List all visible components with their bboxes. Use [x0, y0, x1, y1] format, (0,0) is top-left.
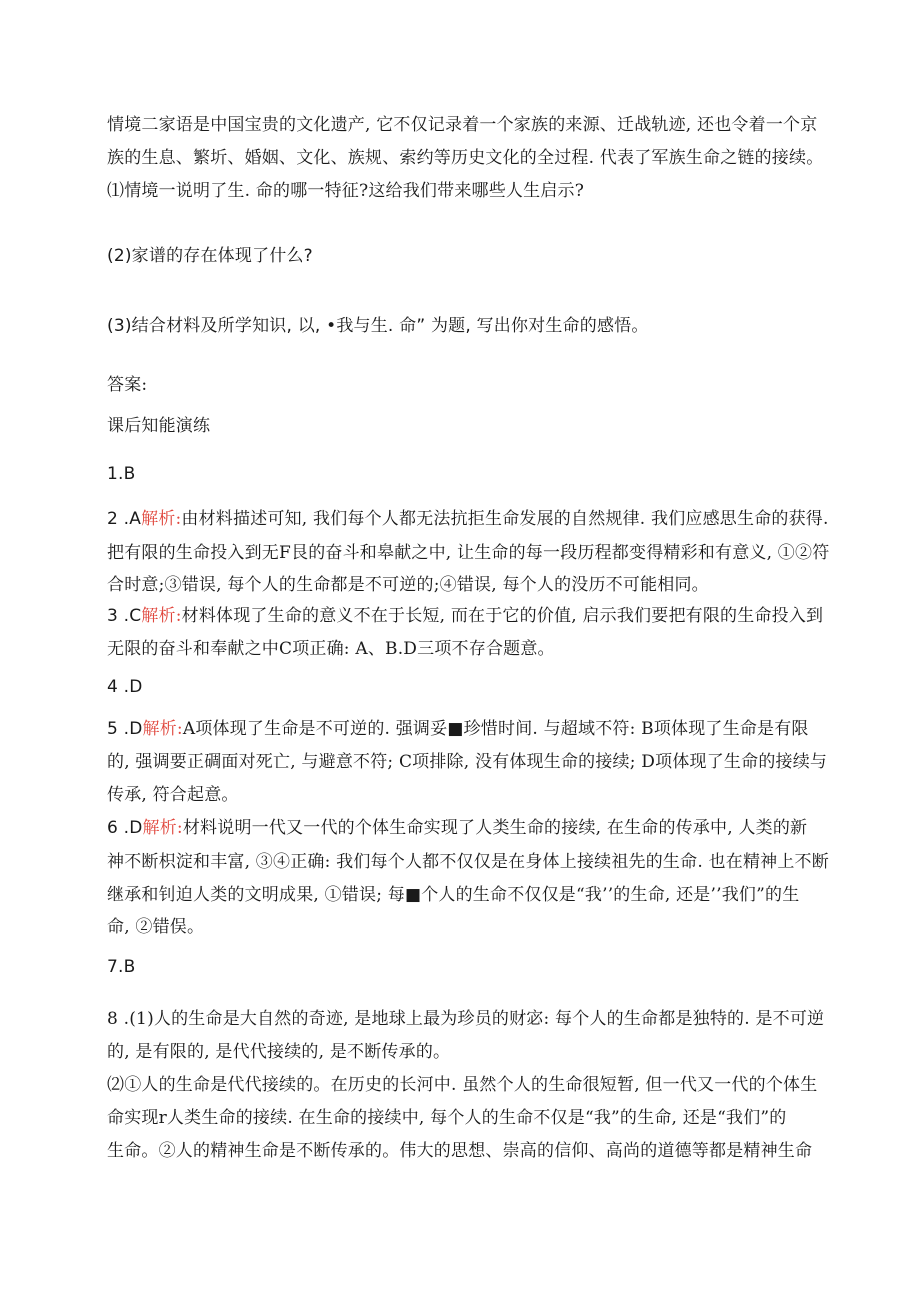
answer-8-line-1: 8 .(1)人的生命是大自然的奇迹, 是地球上最为珍员的财宓: 每个人的生命都是独特的. 是不可逆 — [107, 1009, 825, 1029]
analysis-label: 解析: — [142, 719, 183, 739]
answer-5-line-2: 的, 强调要正碉面对死亡, 与避意不符; C项排除, 没有体现生命的接续; D项体现了生命的接续与 — [107, 752, 828, 772]
answer-6-line-3: 继承和钊迫人类的文明成果, ①错误; 每■个人的生命不仅仅是“我’’的生命, 还是’’我们”的生 — [107, 885, 800, 905]
answer-3-number: 3 .C — [107, 606, 142, 626]
answer-2-line-3: 合时意;③错误, 每个人的生命都是不可逆的;④错误, 每个人的没历不可能相同。 — [107, 575, 709, 595]
section-title: 课后知能演练 — [107, 416, 211, 436]
analysis-label: 解析: — [142, 818, 183, 838]
answer-8-line-2: 的, 是有限的, 是代代接续的, 是不断传承的。 — [107, 1042, 451, 1062]
answer-3-text: 材料体现了生命的意义不在于长短, 而在于它的价值, 启示我们要把有限的生命投入到 — [181, 606, 824, 626]
answer-2-line-2: 把有限的生命投入到无F艮的奋斗和皋献之中, 让生命的每一段历程都变得精彩和有意义, ①②符 — [107, 543, 830, 563]
answer-6-line-1 — [107, 816, 807, 840]
answer-5-line-3: 传承, 符合起意。 — [107, 785, 239, 805]
answers-heading: 答案: — [107, 375, 148, 395]
answer-3-line-1 — [107, 604, 823, 628]
answer-3-line-2: 无限的奋斗和奉献之中C项正确: A、B.D三项不存合题意。 — [107, 639, 555, 659]
answer-8-part-2-line-3: 生命。②人的精神生命是不断传承的。伟大的思想、崇高的信仰、高尚的道德等都是精神生命 — [107, 1141, 813, 1161]
answer-5-number: 5 .D — [107, 719, 143, 739]
answer-4: 4 .D — [107, 677, 143, 697]
question-2: (2)家谱的存在体现了什么? — [107, 246, 313, 266]
answer-6-text: 材料说明一代又一代的个体生命实现了人类生命的接续, 在生命的传承中, 人类的新 — [182, 818, 808, 838]
scenario-two-line-2: 族的生息、繁圻、婚姻、文化、族规、索约等历史文化的全过程. 代表了军族生命之链的接续。 — [107, 148, 824, 168]
question-1: ⑴情境一说明了生. 命的哪一特征?这给我们带来哪些人生启示? — [107, 181, 585, 201]
answer-2-text: 由材料描述可知, 我们每个人都无法抗拒生命发展的自然规律. 我们应感思生命的获得. — [181, 509, 829, 529]
question-3: (3)结合材料及所学知识, 以, •我与生. 命” 为题, 写出你对生命的感悟。 — [107, 316, 649, 336]
answer-6-line-2: 神不断枳淀和丰富, ③④正确: 我们每个人都不仅仅是在身体上接续祖先的生命. 也在精神上不断 — [107, 852, 829, 872]
analysis-label: 解析: — [141, 509, 182, 529]
answer-7: 7.B — [107, 957, 136, 977]
answer-8-part-2-line-1: ⑵①人的生命是代代接续的。在历史的长河中. 虽然个人的生命很短暂, 但一代又一代的个体生 — [107, 1075, 818, 1095]
answer-6-line-4: 命, ②错俣。 — [107, 917, 205, 937]
answer-2-line-1 — [107, 507, 829, 531]
answer-5-line-1 — [107, 717, 809, 741]
answer-2-number: 2 .A — [107, 509, 142, 529]
analysis-label: 解析: — [141, 606, 182, 626]
scenario-two-line-1: 情境二家语是中国宝贵的文化遗产, 它不仅记录着一个家族的来源、迁战轨迹, 还也令着一个京 — [107, 115, 818, 135]
answer-5-text: A项体现了生命是不可逆的. 强调妥■珍惜时间. 与超域不符: B项体现了生命是有限 — [182, 719, 809, 739]
answer-8-part-2-line-2: 命实现r人类生命的接续. 在生命的接续中, 每个人的生命不仅是“我”的生命, 还是“我们”的 — [107, 1108, 787, 1128]
answer-1: 1.B — [107, 464, 136, 484]
answer-6-number: 6 .D — [107, 818, 143, 838]
